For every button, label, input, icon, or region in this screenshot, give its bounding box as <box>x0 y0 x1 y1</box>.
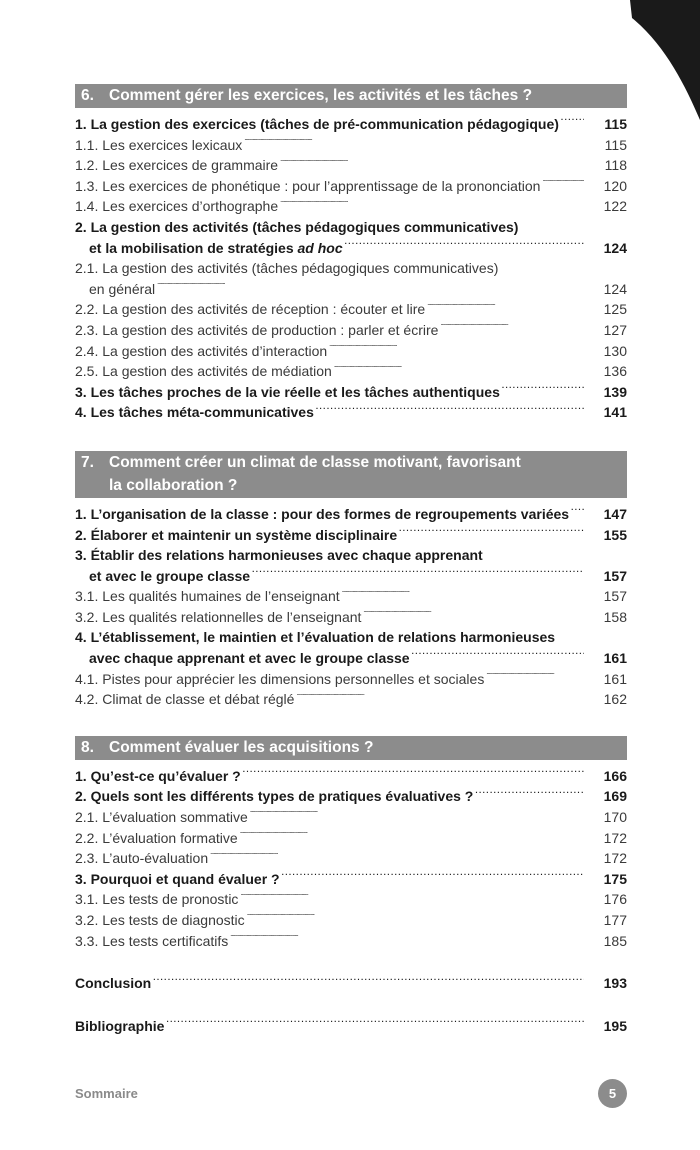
leader-dots <box>243 769 584 781</box>
entry-title: Bibliographie <box>75 1017 165 1034</box>
toc-entry-conclusion[interactable] <box>75 973 627 994</box>
leader-dots <box>334 364 584 376</box>
entry-title <box>75 402 314 423</box>
section-title: Comment créer un climat de classe motivant, favorisant la collaboration ? <box>109 453 521 494</box>
toc-entry[interactable] <box>75 341 627 362</box>
toc-entry[interactable] <box>75 114 627 135</box>
leader-dots <box>316 405 584 417</box>
toc-entry[interactable] <box>75 196 627 217</box>
entry-title <box>75 361 332 382</box>
entry-title-text: et la mobilisation de stratégies <box>89 239 294 256</box>
entry-page: 157 <box>603 588 627 605</box>
page-number-badge: 5 <box>598 1079 627 1108</box>
leader-dots <box>475 789 584 801</box>
entry-title <box>75 627 555 648</box>
leader-dots <box>153 976 584 988</box>
leader-dots <box>240 892 584 904</box>
entry-title-text: avec chaque apprenant et avec le groupe classe <box>89 650 410 667</box>
entry-page: 162 <box>603 691 627 708</box>
leader-dots <box>157 282 584 294</box>
leader-dots <box>561 117 584 129</box>
entry-title <box>75 155 278 176</box>
entry-title <box>75 196 278 217</box>
entry-title-text: 3.1. Les qualités humaines de l’enseignant <box>75 588 340 605</box>
entry-title-text: 2.1. La gestion des activités (tâches pédagogiques communicatives) <box>75 260 499 277</box>
entry-page: 158 <box>603 608 627 625</box>
toc-entry[interactable] <box>75 176 627 197</box>
entry-title <box>75 341 327 362</box>
toc-entry[interactable] <box>75 689 627 710</box>
entry-title <box>75 114 559 135</box>
entry-page: 176 <box>603 891 627 908</box>
entry-title-text: en général <box>89 280 156 297</box>
entry-title <box>75 807 248 828</box>
entry-title-text: 2.5. La gestion des activités de médiation <box>75 363 332 380</box>
entry-title-text: 2. Élaborer et maintenir un système disciplinaire <box>75 526 398 543</box>
toc-entry[interactable] <box>75 217 627 238</box>
entry-page: 118 <box>604 157 627 174</box>
toc-entry[interactable] <box>75 627 627 648</box>
entry-title-text: 3.1. Les tests de pronostic <box>75 891 239 908</box>
section-number: 6. <box>81 87 94 104</box>
leader-dots <box>247 913 584 925</box>
entry-title <box>75 889 238 910</box>
toc-entry[interactable] <box>75 299 627 320</box>
entry-page: 127 <box>603 321 627 338</box>
leader-dots <box>166 1019 584 1031</box>
toc-entry[interactable] <box>75 402 627 423</box>
entry-page: 115 <box>604 136 627 153</box>
entry-page: 161 <box>603 670 627 687</box>
leader-dots <box>342 589 584 601</box>
toc-entry-bibliography[interactable] <box>75 1016 627 1037</box>
leader-dots <box>244 138 584 150</box>
toc-entry[interactable] <box>75 786 627 807</box>
entry-title <box>89 566 250 587</box>
entry-title <box>75 545 483 566</box>
entry-title-text: 3. Pourquoi et quand évaluer ? <box>75 870 280 887</box>
entry-title-text: 4. Les tâches méta-communicatives <box>75 404 314 421</box>
section-header-8 <box>75 736 627 760</box>
leader-dots <box>250 810 584 822</box>
entry-title <box>75 910 245 931</box>
toc-entry[interactable] <box>75 361 627 382</box>
toc-entry[interactable] <box>75 607 627 628</box>
entry-title <box>75 258 498 279</box>
entry-title-text: 2.2. La gestion des activités de réception : écouter et lire <box>75 301 426 318</box>
entry-page: 124 <box>603 280 627 297</box>
entry-title-text: 4. L’établissement, le maintien et l’évaluation de relations harmonieuses <box>75 629 556 646</box>
leader-dots <box>363 610 584 622</box>
entry-title <box>75 299 425 320</box>
toc-entry[interactable] <box>75 766 627 787</box>
entry-title <box>75 525 397 546</box>
toc-entry[interactable] <box>75 320 627 341</box>
entry-title-text: 1. L’organisation de la classe : pour des formes de regroupements variées <box>75 505 570 522</box>
leader-dots <box>542 179 584 191</box>
entry-page: 155 <box>603 526 627 543</box>
entry-title <box>75 931 228 952</box>
table-of-contents <box>75 84 627 1036</box>
entry-title <box>75 848 208 869</box>
entry-title <box>89 648 410 669</box>
leader-dots <box>230 934 584 946</box>
toc-entry[interactable] <box>75 382 627 403</box>
toc-entry[interactable] <box>75 910 627 931</box>
toc-entry[interactable] <box>75 525 627 546</box>
leader-dots <box>412 651 584 663</box>
entry-title: Conclusion <box>75 975 152 992</box>
toc-entry[interactable] <box>75 586 627 607</box>
section-header-6 <box>75 84 627 108</box>
entry-page: 175 <box>603 870 627 887</box>
entry-title-text: 3.2. Les tests de diagnostic <box>75 912 245 928</box>
entry-title-text: 4.1. Pistes pour apprécier les dimensions personnelles et sociales <box>75 670 485 687</box>
toc-entry[interactable] <box>75 238 627 259</box>
entry-title-text: 1.2. Les exercices de grammaire <box>75 157 279 174</box>
entry-title-text: 2.3. L’auto-évaluation <box>75 850 209 867</box>
toc-entry[interactable] <box>75 807 627 828</box>
toc-entry[interactable] <box>75 828 627 849</box>
section-number: 8. <box>81 738 94 756</box>
entry-title-text: 3.2. Les qualités relationnelles de l’enseignant <box>75 608 362 625</box>
entry-title-text: 1. La gestion des exercices (tâches de pré-communication pédagogique) <box>75 116 559 132</box>
leader-dots <box>282 872 584 884</box>
entry-title-text: 2. Quels sont les différents types de pratiques évaluatives ? <box>75 788 474 805</box>
entry-title-text: 2.1. L’évaluation sommative <box>75 809 248 826</box>
entry-title-text: 1. Qu’est-ce qu’évaluer ? <box>75 767 241 784</box>
entry-title-text: 3. Établir des relations harmonieuses avec chaque apprenant <box>75 547 483 564</box>
entry-page: 115 <box>604 116 627 132</box>
leader-dots <box>399 528 584 540</box>
toc-entry[interactable] <box>75 135 627 156</box>
leader-dots <box>252 569 584 581</box>
entry-page: 136 <box>603 363 627 380</box>
toc-entry[interactable] <box>75 155 627 176</box>
entry-title <box>75 176 540 197</box>
entry-page: 130 <box>603 342 627 359</box>
leader-dots <box>280 199 584 211</box>
entry-page: 195 <box>603 1017 627 1034</box>
entry-page: 172 <box>603 829 627 846</box>
leader-dots <box>210 851 584 863</box>
entry-title <box>89 279 155 300</box>
entry-title <box>75 217 518 238</box>
entry-title <box>75 869 280 890</box>
section-title: Comment évaluer les acquisitions ? <box>109 738 374 756</box>
entry-title <box>75 828 238 849</box>
entry-page: 172 <box>603 850 627 867</box>
corner-decoration <box>630 0 700 120</box>
leader-dots <box>427 302 584 314</box>
leader-dots <box>240 831 584 843</box>
entry-title-text: 3.3. Les tests certificatifs <box>75 932 229 949</box>
entry-title-text: 1.4. Les exercices d’orthographe <box>75 198 279 215</box>
entry-page: 120 <box>603 177 627 194</box>
entry-page: 125 <box>603 301 627 318</box>
entry-title <box>75 586 340 607</box>
section-number: 7. <box>81 453 94 471</box>
entry-title <box>75 320 438 341</box>
leader-dots <box>571 507 584 519</box>
entry-title <box>75 669 484 690</box>
entry-page: 177 <box>603 912 627 928</box>
toc-entry[interactable] <box>75 848 627 869</box>
entry-page: 193 <box>603 975 627 992</box>
toc-entry[interactable] <box>75 566 627 587</box>
leader-dots <box>280 158 584 170</box>
entry-title-text: 2.3. La gestion des activités de production : parler et écrire <box>75 321 439 338</box>
leader-dots <box>440 323 584 335</box>
entry-page: 139 <box>603 383 627 400</box>
section-header-7 <box>75 451 627 498</box>
entry-title-text: 1.3. Les exercices de phonétique : pour l’apprentissage de la prononciation <box>75 177 541 194</box>
entry-title <box>75 504 569 525</box>
entry-page: 124 <box>603 239 627 256</box>
section-title: Comment gérer les exercices, les activités et les tâches ? <box>109 87 533 104</box>
entry-title-text: 1.1. Les exercices lexicaux <box>75 136 243 153</box>
section-8-entries <box>75 766 627 951</box>
entry-title-text: 3. Les tâches proches de la vie réelle et les tâches authentiques <box>75 383 500 400</box>
entry-page: 185 <box>603 932 627 949</box>
leader-dots <box>502 385 584 397</box>
section-7-entries <box>75 504 627 710</box>
entry-page: 122 <box>603 198 627 215</box>
toc-entry[interactable] <box>75 889 627 910</box>
toc-entry[interactable] <box>75 869 627 890</box>
toc-entry[interactable] <box>75 545 627 566</box>
entry-page: 147 <box>603 505 627 522</box>
leader-dots <box>296 692 584 704</box>
section-6-entries <box>75 114 627 423</box>
footer-label: Sommaire <box>75 1086 138 1101</box>
entry-page: 170 <box>603 809 627 826</box>
entry-title <box>75 689 294 710</box>
leader-dots <box>345 241 584 253</box>
leader-dots <box>329 344 584 356</box>
entry-title-text: 2.2. L’évaluation formative <box>75 829 238 846</box>
entry-title-text: 2. La gestion des activités (tâches pédagogiques communicatives) <box>75 218 519 235</box>
entry-title <box>89 238 343 259</box>
toc-entry[interactable] <box>75 669 627 690</box>
toc-entry[interactable] <box>75 279 627 300</box>
entry-page: 161 <box>603 650 627 667</box>
entry-page: 141 <box>603 404 627 421</box>
entry-page: 157 <box>603 567 627 584</box>
entry-title <box>75 607 361 628</box>
toc-entry[interactable] <box>75 648 627 669</box>
entry-page: 169 <box>603 788 627 805</box>
entry-title <box>75 135 242 156</box>
entry-title-text: 4.2. Climat de classe et débat réglé <box>75 691 295 708</box>
leader-dots <box>486 672 584 684</box>
entry-title <box>75 382 500 403</box>
entry-title-text: et avec le groupe classe <box>89 567 251 584</box>
toc-entry[interactable] <box>75 258 627 279</box>
entry-title-italic: ad hoc <box>297 239 343 256</box>
entry-title <box>75 786 473 807</box>
entry-page: 166 <box>603 767 627 784</box>
toc-entry[interactable] <box>75 504 627 525</box>
entry-title <box>75 766 241 787</box>
entry-title-text: 2.4. La gestion des activités d’interaction <box>75 342 328 359</box>
toc-entry[interactable] <box>75 931 627 952</box>
